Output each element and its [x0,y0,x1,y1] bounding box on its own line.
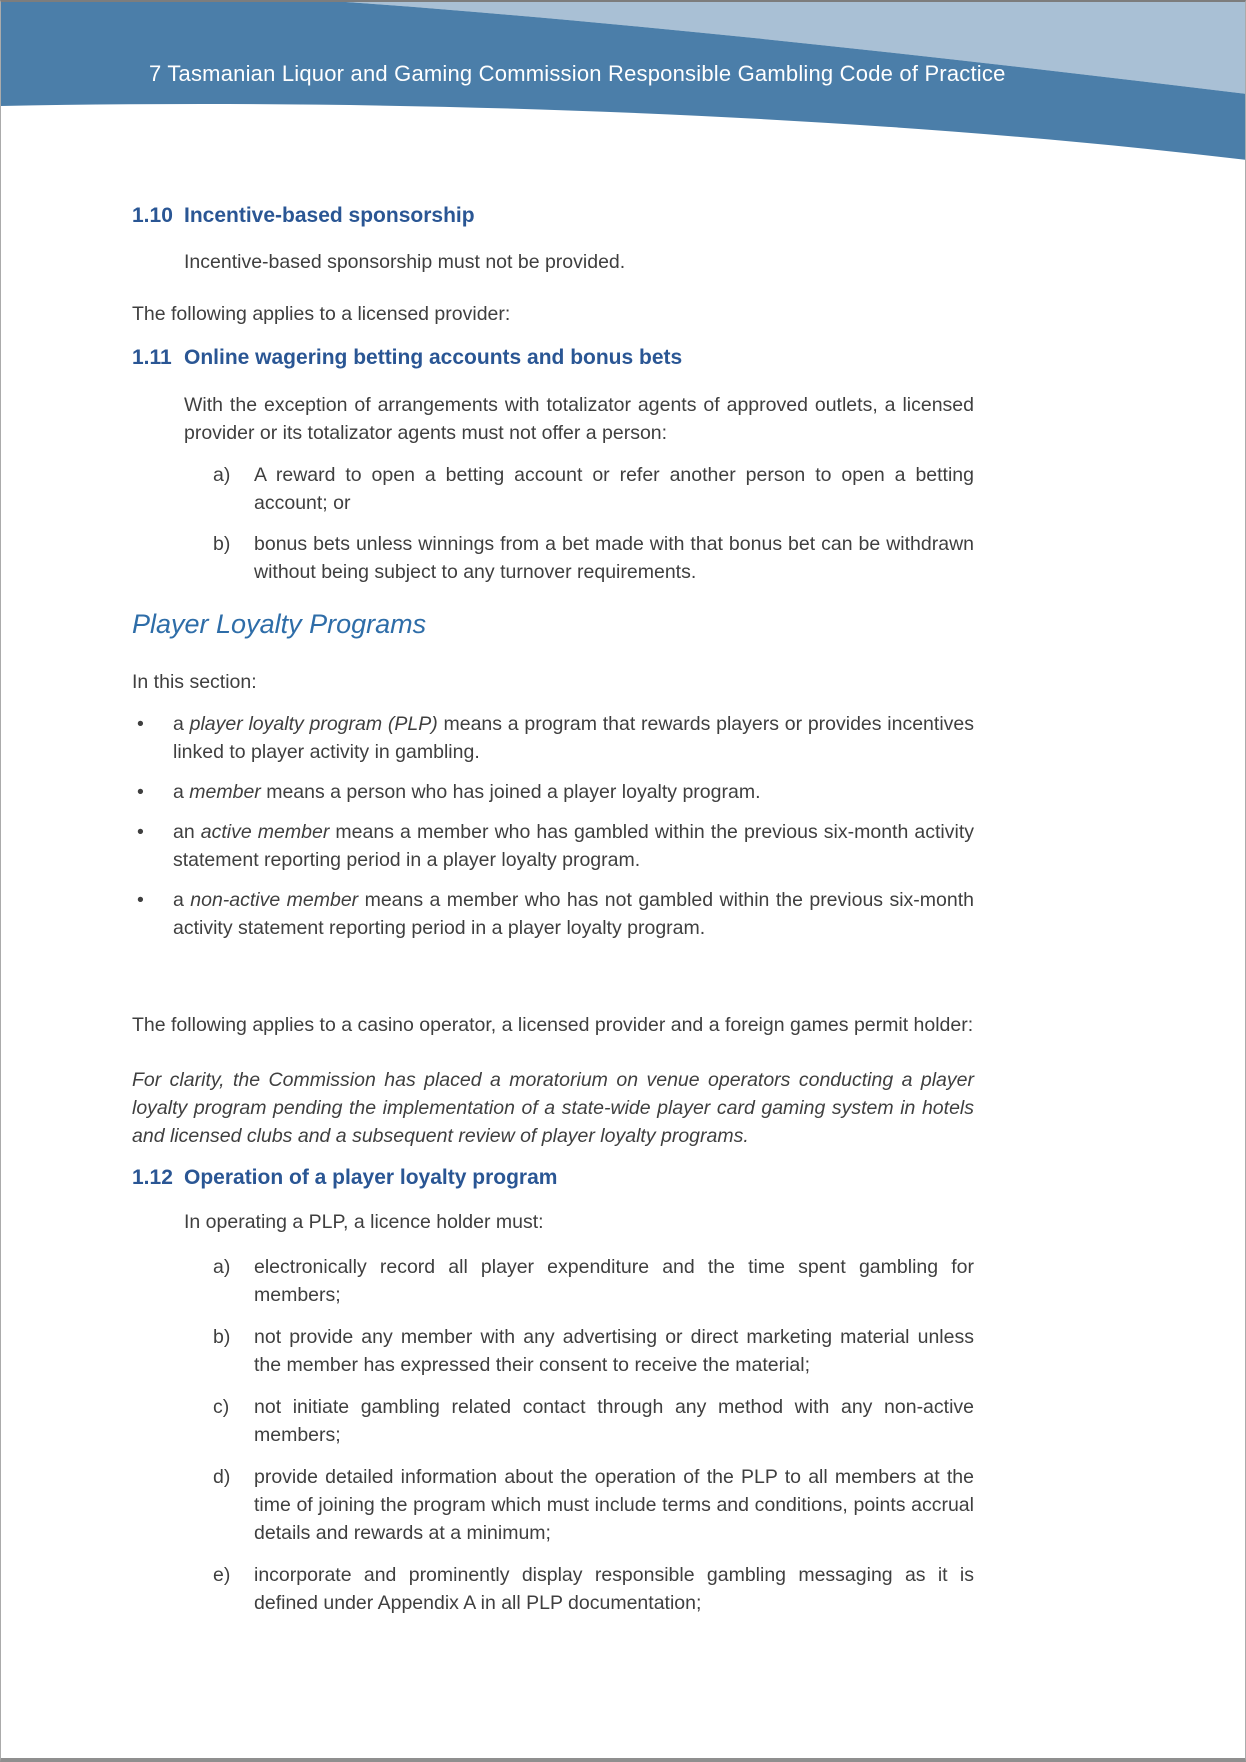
definition-term: player loyalty program (PLP) [189,713,438,735]
header-title: 7 Tasmanian Liquor and Gaming Commission Responsible Gambling Code of Practice [149,61,1006,86]
list-item-label: a) [213,464,231,486]
list-item-label: a) [213,1256,231,1278]
list-item-text: A reward to open a betting account or refer another person to open a betting account; or [254,464,974,514]
bullet-icon: • [137,781,144,803]
list-item-text: provide detailed information about the operation of the PLP to all members at the time of joining the program which must include terms and conditions, points accrual details and rewards at a minimum; [254,1466,974,1544]
bullet-icon: • [137,713,144,735]
list-item-label: b) [213,1326,231,1348]
bullet-icon: • [137,889,144,911]
list-item-a [184,1253,974,1309]
list-item-text: bonus bets unless winnings from a bet made with that bonus bet can be withdrawn without being subject to any turnover requirements. [254,533,974,583]
section-heading-1-12 [132,1165,974,1191]
list-item-b [184,530,974,586]
definition-text [173,778,974,806]
section-heading-player-loyalty-programs: Player Loyalty Programs [132,609,427,639]
list-item [132,818,974,874]
definition-rest: means a program that rewards players or provides incentives linked to player activity in gambling. [173,713,974,763]
section-title: Incentive-based sponsorship [184,204,475,227]
list-item-label: c) [213,1396,230,1418]
definition-term: non-active member [190,889,359,911]
definition-prefix: a [173,889,191,911]
header-banner [1,2,1246,177]
page-content [1,203,1245,1617]
list-item-text: electronically record all player expenditure and the time spent gambling for members; [254,1256,974,1306]
list-item-label: d) [213,1466,231,1488]
paragraph-s112-body: In operating a PLP, a licence holder must: [184,1211,544,1233]
header-banner-graphic [1,2,1246,177]
paragraph-lead-casino: The following applies to a casino operator, a licensed provider and a foreign games permit holder: [132,1014,974,1036]
list-item-text: incorporate and prominently display responsible gambling messaging as it is defined under Appendix A in all PLP documentation; [254,1564,974,1614]
list-item-a [184,461,974,517]
definition-rest: means a person who has joined a player loyalty program. [260,781,761,803]
definition-prefix: an [173,821,201,843]
list-item-b [184,1323,974,1379]
section-title: Operation of a player loyalty program [184,1166,558,1189]
list-item-e [184,1561,974,1617]
list-item [132,886,974,942]
section-title: Online wagering betting accounts and bonus bets [184,346,683,369]
paragraph-plp-intro: In this section: [132,671,257,693]
list-item [132,778,974,806]
bullet-icon: • [137,821,144,843]
list-item-c [184,1393,974,1449]
paragraph-s111-body: With the exception of arrangements with totalizator agents of approved outlets, a licensed provider or its totalizator agents must not offer a person: [184,394,974,444]
list-item-d [184,1463,974,1547]
definition-text [173,886,974,942]
section-number: 1.11 [132,346,172,369]
list-item-text: not provide any member with any advertising or direct marketing material unless the member has expressed their consent to receive the material; [254,1326,974,1376]
definition-rest: means a member who has not gambled within the previous six-month activity statement reporting period in a player loyalty program. [173,889,974,939]
list-item [132,710,974,766]
paragraph-lead-licensed: The following applies to a licensed provider: [132,303,511,325]
definition-prefix: a [173,713,190,735]
section-heading-1-10 [132,203,974,229]
definition-term: member [189,781,261,803]
list-item-text: not initiate gambling related contact through any method with any non-active members; [254,1396,974,1446]
definition-prefix: a [173,781,190,803]
definition-term: active member [200,821,330,843]
section-number: 1.12 [132,1166,173,1189]
definition-bullet-list [132,710,974,942]
paragraph-s110-body: Incentive-based sponsorship must not be provided. [184,251,626,273]
definition-text [173,710,974,766]
definition-text [173,818,974,874]
list-item-label: b) [213,533,231,555]
section-number: 1.10 [132,204,173,227]
paragraph-moratorium-note: For clarity, the Commission has placed a moratorium on venue operators conducting a player loyalty program pending the implementation of a state-wide player card gaming system in hotels and licensed clubs and a subsequent review of player loyalty programs. [132,1069,974,1147]
definition-rest: means a member who has gambled within the previous six-month activity statement reporting period in a player loyalty program. [173,821,974,871]
list-item-label: e) [213,1564,231,1586]
section-heading-1-11 [132,345,974,371]
